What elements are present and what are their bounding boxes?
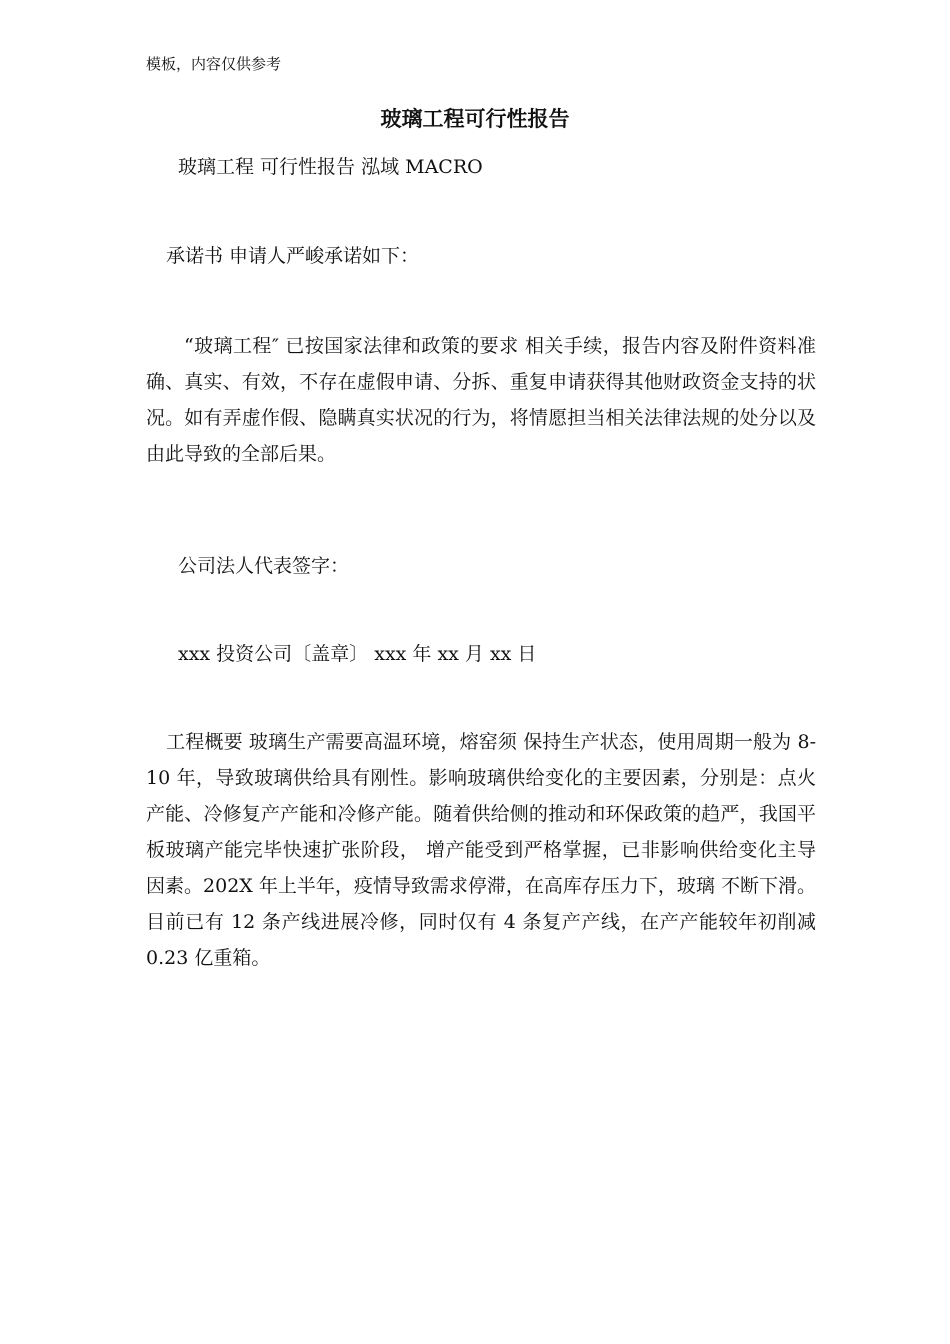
- seal-date-line: xxx 投资公司〔盖章〕 xxx 年 xx 月 xx 日: [178, 643, 537, 665]
- pledge-heading: 承诺书 申请人严峻承诺如下：: [166, 245, 420, 267]
- header-note: 模板，内容仅供参考: [146, 55, 282, 73]
- overview-body: 工程概要 玻璃生产需要高温环境，熔窑须 保持生产状态，使用周期一般为 8-10 年，导致玻璃供给具有刚性。影响玻璃供给变化的主要因素，分别是：点火产能、冷修复产产能和冷修产能。随着供给侧的推动和环保政策的趋严，我国平板玻璃产能完毕快速扩张阶段， 增产能受到严格掌握，已非影响供给变化主导因素。202X 年上半年，疫情导致需求停滞，在高库存压力下，玻璃 不断下滑。目前已有 12 条产线进展冷修，同时仅有 4 条复产产线，在产产能较年初削减 0.23 亿重箱。: [146, 731, 816, 969]
- document-subtitle: 玻璃工程 可行性报告 泓域 MACRO: [178, 156, 483, 178]
- document-title: 玻璃工程可行性报告: [380, 107, 570, 131]
- pledge-paragraph: [146, 328, 816, 472]
- pledge-body: “玻璃工程″ 已按国家法律和政策的要求 相关手续，报告内容及附件资料准确、真实、有效，不存在虚假申请、分拆、重复申请获得其他财政资金支持的状况。如有弄虚作假、隐瞒真实状况的行为，将情愿担当相关法律法规的处分以及由此导致的全部后果。: [146, 335, 816, 465]
- overview-paragraph: [146, 724, 816, 976]
- signature-label: 公司法人代表签字：: [178, 555, 350, 577]
